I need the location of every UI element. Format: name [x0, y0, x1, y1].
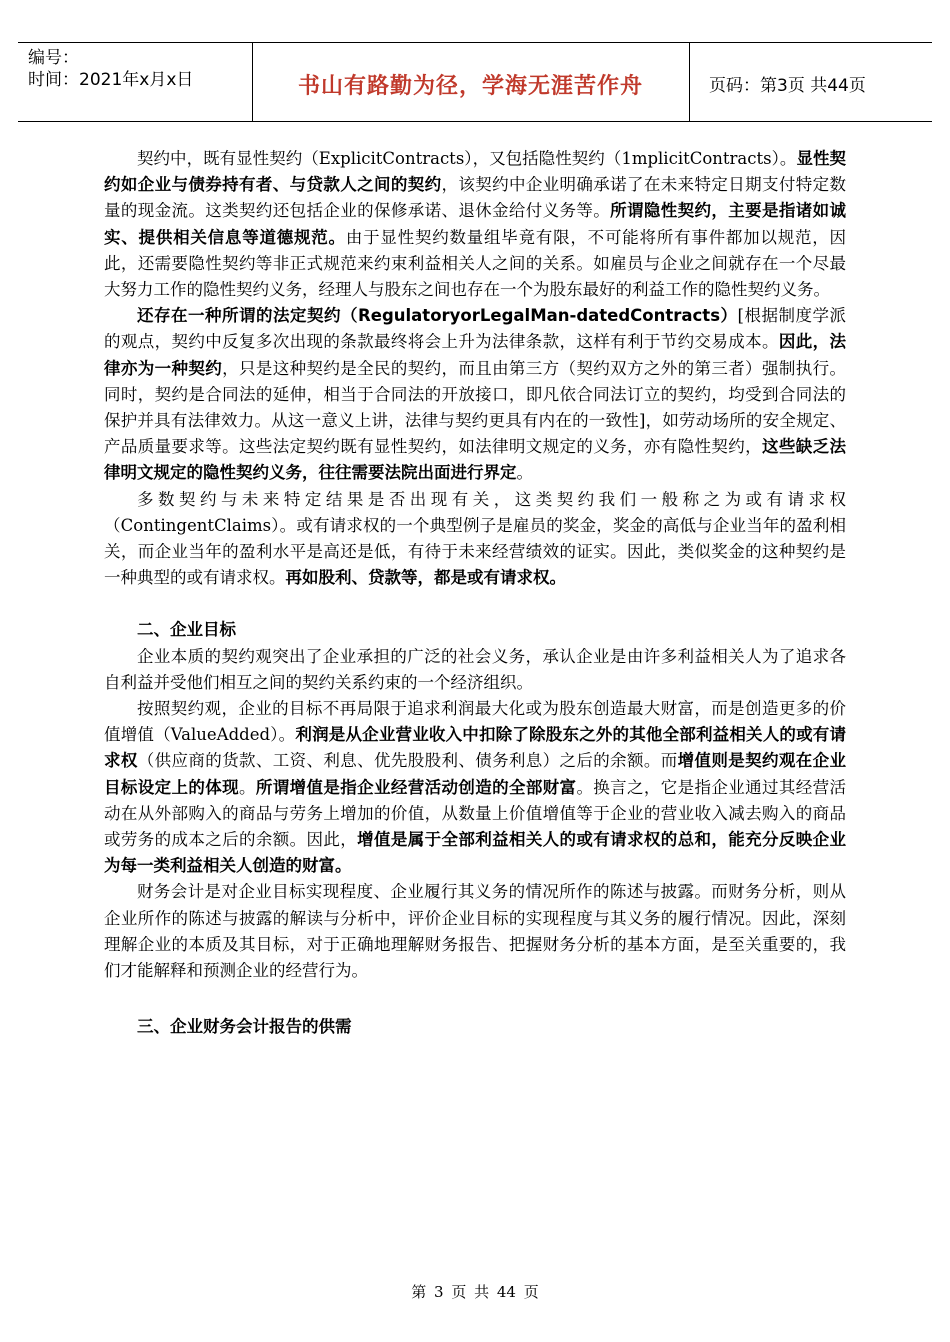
paragraph — [104, 303, 846, 486]
header-page-info: 页码：第3页 共44页 — [709, 76, 866, 96]
text-run: 由于显性契约数量组毕竟有限，不可能将所有事件都加以规范，因此，还需要隐性契约等非正式规范来约束利益相关人之间的关系。如雇员与企业之间就存在一个尽最大努力工作的隐性契约义务，经理人与股东之间也存在一个为股东最好的利益工作的隐性契约义务。 — [104, 227, 847, 300]
header-motto: 书山有路勤为径，学海无涯苦作舟 — [297, 74, 643, 99]
text-run: 按照契约观，企业的目标不再局限于追求利润最大化或为股东创造最大财富，而是创造更多的价值增值（ValueAdded）。 — [104, 699, 846, 745]
text-run: 多数契约与未来特定结果是否出现有关，这类契约我们一般称之为或有请求权（ContingentClaims）。或有请求权的一个典型例子是雇员的奖金，奖金的高低与企业当年的盈利相关，而企业当年的盈利水平是高还是低，有待于未来经营绩效的证实。因此，类似奖金的这种契约是一种典型的或有请求权。 — [104, 489, 846, 588]
paragraph — [104, 146, 846, 303]
page-header — [18, 42, 932, 122]
document-number-label: 编号： — [28, 48, 79, 68]
document-date: 时间：2021年x月x日 — [28, 70, 194, 90]
page-footer: 第 3 页 共 44 页 — [411, 1283, 539, 1301]
bold-text-run: 利润是从企业营业收入中扣除了除股东之外的其他全部利益相关人的或有请求权 — [104, 725, 847, 771]
header-meta-cell — [18, 43, 253, 121]
bold-text-run: 所谓隐性契约，主要是指诸如诚实、提供相关信息等道德规范。 — [104, 201, 847, 247]
bold-text-run: 增值则是契约观在企业目标设定上的体现 — [104, 751, 847, 797]
text-run: （供应商的货款、工资、利息、优先股股利、债务利息）之后的余额。而 — [137, 751, 678, 771]
paragraph — [104, 879, 846, 984]
text-run: 。 — [516, 463, 533, 483]
section-heading: 二、企业目标 — [137, 620, 236, 640]
bold-text-run: 所谓增值是指企业经营活动创造的全部财富 — [255, 777, 577, 797]
text-run: 契约中，既有显性契约（ExplicitContracts），又包括隐性契约（1mplicitContracts）。 — [137, 149, 797, 168]
text-run: ，只是这种契约是全民的契约，而且由第三方（契约双方之外的第三者）强制执行。同时，契约是合同法的延伸，相当于合同法的开放接口，即凡依合同法订立的契约，均受到合同法的保护并具有法律效力。从这一意义上讲，法律与契约更具有内在的一致性]，如劳动场所的安全规定、产品质量要求等。这些法定契约既有显性契约，如法律明文规定的义务，亦有隐性契约， — [104, 358, 847, 457]
document-body — [104, 146, 846, 1041]
paragraph — [104, 644, 846, 696]
paragraph — [104, 696, 846, 879]
paragraph — [104, 487, 846, 592]
bold-text-run: 因此，法律亦为一种契约 — [104, 332, 847, 378]
bold-text-run: 增值是属于全部利益相关人的或有请求权的总和，能充分反映企业为每一类利益相关人创造的财富。 — [104, 830, 847, 876]
text-run: 。 — [238, 777, 256, 797]
header-motto-cell — [252, 43, 690, 121]
bold-text-run: 再如股利、贷款等，都是或有请求权。 — [285, 568, 566, 588]
bold-text-run: 还存在一种所谓的法定契约（RegulatoryorLegalMan-datedContracts） — [137, 306, 738, 326]
text-run: ，该契约中企业明确承诺了在未来特定日期支付特定数量的现金流。这类契约还包括企业的保修承诺、退休金给付义务等。 — [104, 175, 847, 221]
text-run: [根据制度学派的观点，契约中反复多次出现的条款最终将会上升为法律条款，这样有利于节约交易成本。 — [104, 306, 846, 352]
section-heading: 三、企业财务会计报告的供需 — [137, 1017, 352, 1037]
text-run: 。换言之，它是指企业通过其经营活动在从外部购入的商品与劳务上增加的价值，从数量上价值增值等于企业的营业收入减去购入的商品或劳务的成本之后的余额。因此， — [104, 777, 847, 850]
bold-text-run: 这些缺乏法律明文规定的隐性契约义务，往往需要法院出面进行界定 — [104, 437, 847, 483]
text-run: 企业本质的契约观突出了企业承担的广泛的社会义务，承认企业是由许多利益相关人为了追求各自利益并受他们相互之间的契约关系约束的一个经济组织。 — [104, 646, 846, 692]
text-run: 财务会计是对企业目标实现程度、企业履行其义务的情况所作的陈述与披露。而财务分析，则从企业所作的陈述与披露的解读与分析中，评价企业目标的实现程度与其义务的履行情况。因此，深刻理解企业的本质及其目标，对于正确地理解财务报告、把握财务分析的基本方面，是至关重要的，我们才能解释和预测企业的经营行为。 — [104, 882, 846, 981]
header-page-cell — [689, 43, 932, 121]
bold-text-run: 显性契约如企业与债券持有者、与贷款人之间的契约 — [104, 149, 846, 195]
